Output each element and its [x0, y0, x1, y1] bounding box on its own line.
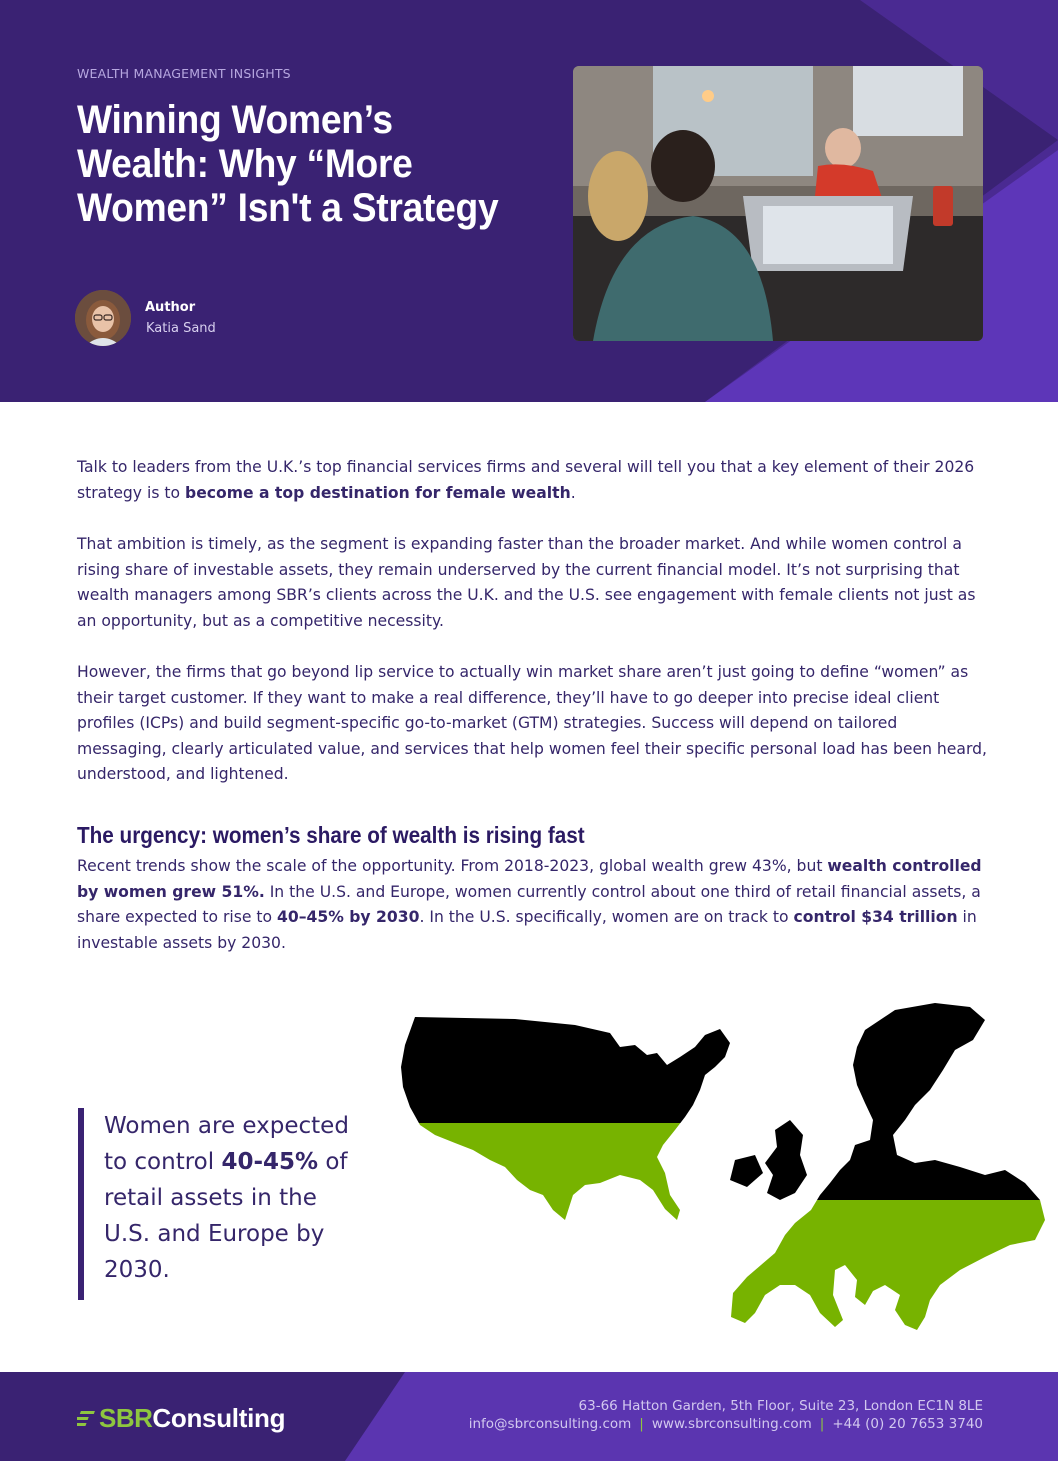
footer-email-link[interactable]: info@sbrconsulting.com: [468, 1416, 632, 1432]
us-europe-map-graphic: [395, 995, 1058, 1335]
footer-separator: |: [819, 1416, 825, 1432]
paragraph-trends: Recent trends show the scale of the opportunity. From 2018-2023, global wealth grew 43%, but wealth controlled by women grew 51%. In the U.S. and Europe, women currently control about one third of retail financial assets, a share expected to rise to 40–45% by 2030. In the U.S. specifically, women are on track to control $34 trillion in investable assets by 2030.: [77, 857, 982, 952]
footer-website-link[interactable]: www.sbrconsulting.com: [651, 1416, 812, 1432]
section-heading-urgency: The urgency: women’s share of wealth is rising fast: [77, 822, 585, 848]
us-map-shape: [401, 1017, 730, 1220]
sbr-logo[interactable]: [77, 1402, 285, 1434]
europe-map-shape: [730, 1003, 1045, 1330]
eyebrow-category: WEALTH MANAGEMENT INSIGHTS: [77, 66, 291, 81]
footer-separator: |: [639, 1416, 644, 1432]
paragraph-timely: That ambition is timely, as the segment is expanding faster than the broader market. And while women control a rising share of investable assets, they remain underserved by the current financial model. It’s not surprising that wealth managers among SBR’s clients across the U.K. and the U.S. see engagement with female clients not just as an opportunity, but as a competitive necessity.: [77, 535, 976, 630]
callout-accent-bar: [78, 1108, 84, 1300]
author-label: Author: [145, 300, 196, 315]
article-title: Winning Women’s Wealth: Why “More Women” Isn't a Strategy: [77, 98, 499, 230]
author-name: Katia Sand: [146, 321, 216, 336]
footer-phone[interactable]: +44 (0) 20 7653 3740: [832, 1416, 983, 1432]
meeting-photo: [573, 66, 983, 341]
footer-contact: [469, 1397, 983, 1433]
author-avatar: [75, 290, 131, 346]
logo-text-consulting: Consulting: [152, 1402, 286, 1433]
paragraph-beyond-lip-service: However, the firms that go beyond lip service to actually win market share aren’t just going to define “women” as their target customer. If they want to make a real difference, they’ll have to go deeper into precise ideal client profiles (ICPs) and build segment-specific go-to-market (GTM) strategies. Success will depend on tailored messaging, clearly articulated value, and services that help women feel their specific personal load has been heard, understood, and lightened.: [77, 663, 987, 783]
logo-mark-icon: [77, 1408, 97, 1428]
paragraph-intro: Talk to leaders from the U.K.’s top financial services firms and several will tell you that a key element of their 2026 strategy is to become a top destination for female wealth.: [77, 458, 975, 502]
footer-address: 63-66 Hatton Garden, 5th Floor, Suite 23, London EC1N 8LE: [578, 1398, 983, 1414]
logo-text-sbr: SBR: [99, 1402, 153, 1433]
callout-quote: Women are expected to control 40-45% of retail assets in the U.S. and Europe by 2030.: [104, 1113, 349, 1283]
